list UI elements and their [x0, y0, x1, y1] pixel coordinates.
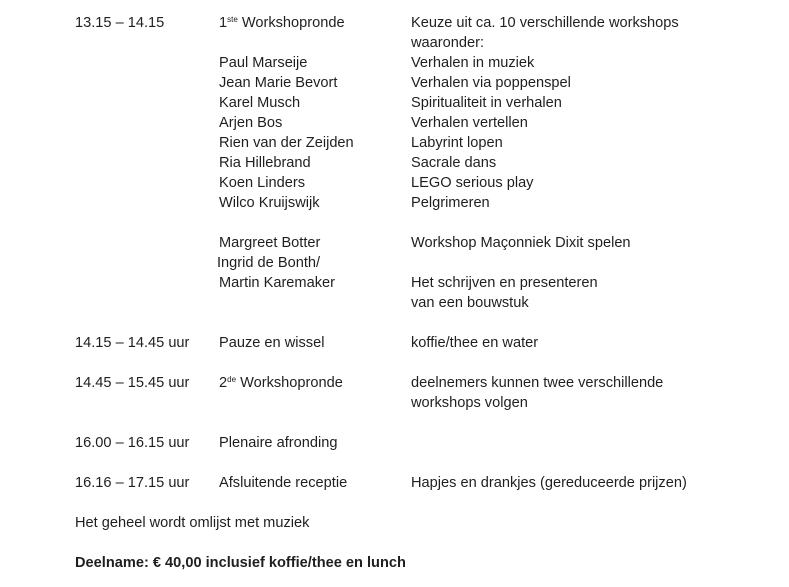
extra-workshop-name-1: Margreet Botter — [219, 235, 321, 251]
activity-row-3 — [219, 373, 343, 393]
workshop-topic: Pelgrimeren — [411, 195, 490, 211]
workshop-topic: LEGO serious play — [411, 175, 534, 191]
description-row-3-line-1: deelnemers kunnen twee verschillende — [411, 375, 664, 391]
workshop-name: Rien van der Zeijden — [219, 135, 354, 151]
time-row-2: 14.15 – 14.45 uur — [75, 335, 190, 351]
footer-note: Het geheel wordt omlijst met muziek — [75, 515, 310, 531]
workshop-topic: Sacrale dans — [411, 155, 497, 171]
workshop-topic: Verhalen in muziek — [411, 55, 535, 71]
time-row-1: 13.15 – 14.15 — [75, 15, 165, 31]
activity-row-1-num: 1 — [219, 15, 228, 31]
activity-row-1-rest: Workshopronde — [237, 15, 345, 31]
description-row-1-line-2: waaronder: — [411, 35, 485, 51]
workshop-name: Wilco Kruijswijk — [219, 195, 320, 211]
workshop-topic: Spiritualiteit in verhalen — [411, 95, 562, 111]
activity-row-4: Plenaire afronding — [219, 435, 338, 451]
workshop-name: Paul Marseije — [219, 55, 308, 71]
workshop-name: Karel Musch — [219, 95, 301, 111]
extra-workshop-name-2: Ingrid de Bonth/ — [217, 255, 321, 271]
activity-row-5: Afsluitende receptie — [219, 475, 348, 491]
extra-workshop-name-3: Martin Karemaker — [219, 275, 335, 291]
workshop-name: Arjen Bos — [219, 115, 283, 131]
time-row-4: 16.00 – 16.15 uur — [75, 435, 190, 451]
extra-workshop-topic-2-line-2: van een bouwstuk — [411, 295, 529, 311]
activity-row-3-num: 2 — [219, 375, 228, 391]
workshop-name: Koen Linders — [219, 175, 306, 191]
workshop-name: Jean Marie Bevort — [219, 75, 338, 91]
description-row-1-line-1: Keuze uit ca. 10 verschillende workshops — [411, 15, 679, 31]
workshop-topic: Labyrint lopen — [411, 135, 503, 151]
extra-workshop-topic-2-line-1: Het schrijven en presenteren — [411, 275, 598, 291]
workshop-name: Ria Hillebrand — [219, 155, 311, 171]
time-row-5: 16.16 – 17.15 uur — [75, 475, 190, 491]
activity-row-3-sup: de — [227, 375, 237, 384]
time-row-3: 14.45 – 15.45 uur — [75, 375, 190, 391]
activity-row-1-sup: ste — [227, 15, 238, 24]
description-row-5: Hapjes en drankjes (gereduceerde prijzen) — [411, 475, 687, 491]
activity-row-2: Pauze en wissel — [219, 335, 325, 351]
price-line: Deelname: € 40,00 inclusief koffie/thee en lunch — [75, 555, 406, 571]
workshop-topic: Verhalen via poppenspel — [411, 75, 571, 91]
extra-workshop-topic-1: Workshop Maçonniek Dixit spelen — [411, 235, 631, 251]
activity-row-3-rest: Workshopronde — [236, 375, 343, 391]
description-row-2: koffie/thee en water — [411, 335, 539, 351]
activity-row-1 — [219, 13, 345, 33]
description-row-3-line-2: workshops volgen — [411, 395, 528, 411]
workshop-topic: Verhalen vertellen — [411, 115, 528, 131]
